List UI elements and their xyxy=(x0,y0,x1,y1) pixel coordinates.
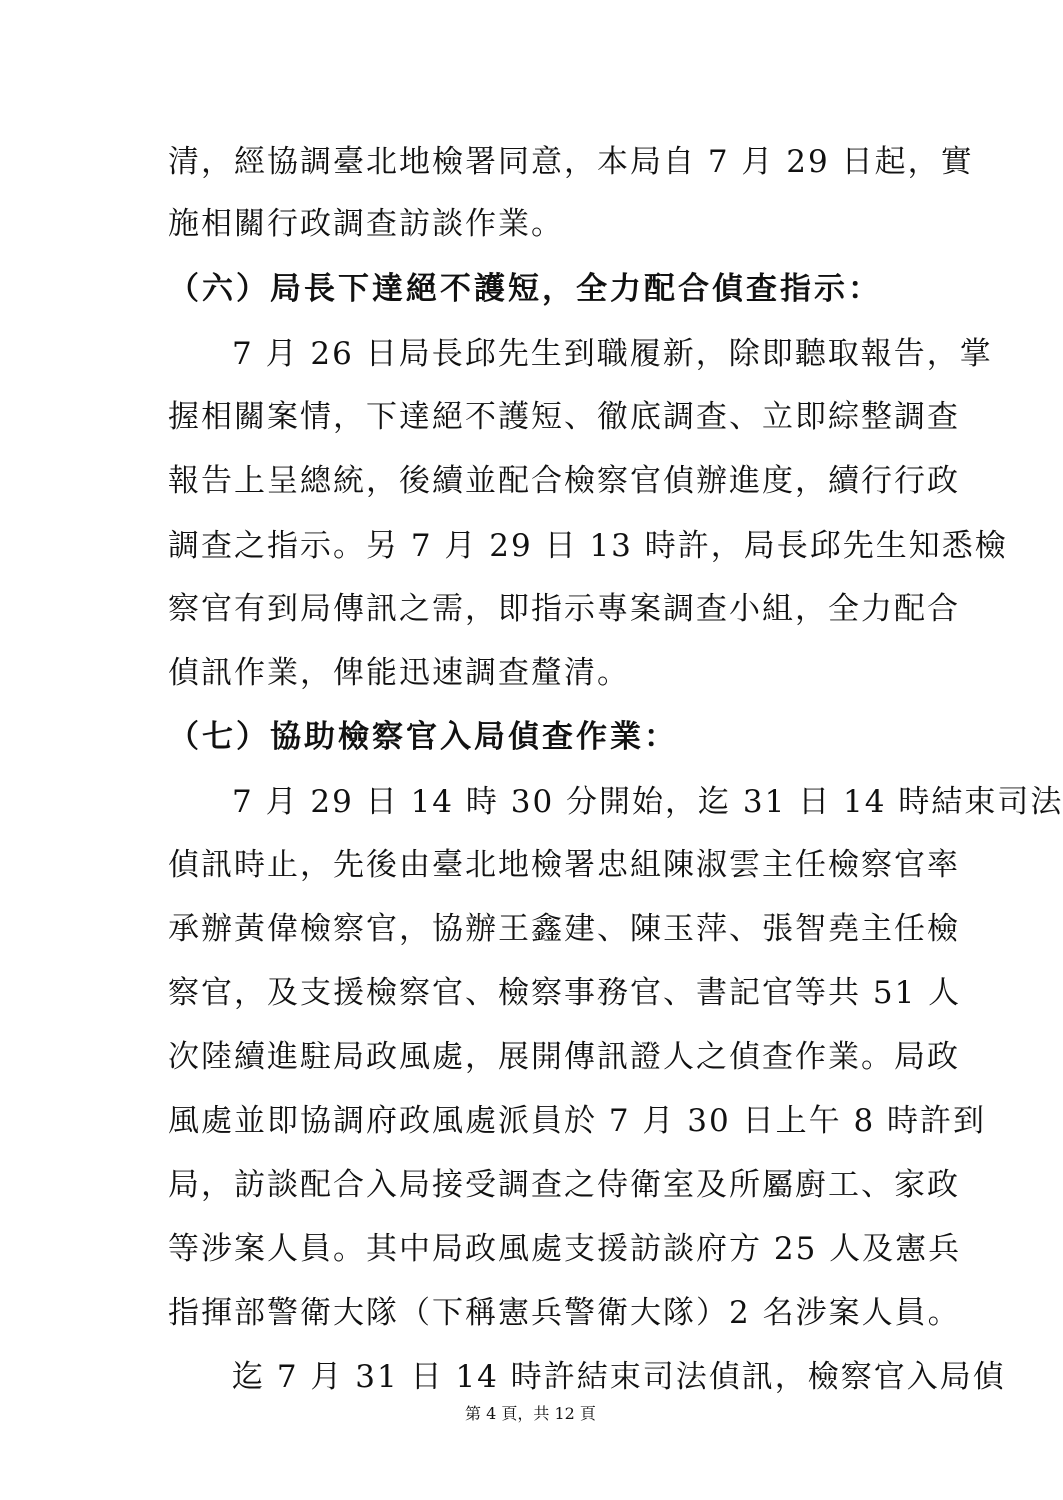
body-text-line: 風處並即協調府政風處派員於 7 月 30 日上午 8 時許到 xyxy=(168,1103,987,1139)
body-text-line: 施相關行政調查訪談作業。 xyxy=(168,206,564,242)
body-text-line: 偵訊時止，先後由臺北地檢署忠組陳淑雲主任檢察官率 xyxy=(168,847,960,883)
body-text-line: 偵訊作業，俾能迅速調查釐清。 xyxy=(168,655,630,691)
body-text-line: 指揮部警衛大隊（下稱憲兵警衛大隊）2 名涉案人員。 xyxy=(168,1295,961,1331)
body-text-line: 調查之指示。另 7 月 29 日 13 時許，局長邱先生知悉檢 xyxy=(168,528,1008,564)
section-heading: （七）協助檢察官入局偵查作業： xyxy=(168,719,678,755)
section-heading: （六）局長下達絕不護短，全力配合偵查指示： xyxy=(168,271,882,307)
body-text-line: 握相關案情，下達絕不護短、徹底調查、立即綜整調查 xyxy=(168,399,960,435)
body-text-line: 察官，及支援檢察官、檢察事務官、書記官等共 51 人 xyxy=(168,975,962,1011)
body-text-line: 次陸續進駐局政風處，展開傳訊證人之偵查作業。局政 xyxy=(168,1039,960,1075)
body-text-line: 7 月 26 日局長邱先生到職履新，除即聽取報告，掌 xyxy=(232,336,993,372)
body-text-line: 局，訪談配合入局接受調查之侍衛室及所屬廚工、家政 xyxy=(168,1167,960,1203)
body-text-line: 報告上呈總統，後續並配合檢察官偵辦進度，續行行政 xyxy=(168,463,960,499)
body-text-line: 等涉案人員。其中局政風處支援訪談府方 25 人及憲兵 xyxy=(168,1231,962,1267)
body-text-line: 承辦黃偉檢察官，協辦王鑫建、陳玉萍、張智堯主任檢 xyxy=(168,911,960,947)
page-footer: 第 4 頁，共 12 頁 xyxy=(465,1404,596,1423)
body-text-line: 清，經協調臺北地檢署同意，本局自 7 月 29 日起，實 xyxy=(168,144,974,180)
body-text-line: 察官有到局傳訊之需，即指示專案調查小組，全力配合 xyxy=(168,591,960,627)
body-text-line: 7 月 29 日 14 時 30 分開始，迄 31 日 14 時結束司法 xyxy=(232,784,1063,820)
body-text-line: 迄 7 月 31 日 14 時許結束司法偵訊，檢察官入局偵 xyxy=(232,1359,1006,1395)
